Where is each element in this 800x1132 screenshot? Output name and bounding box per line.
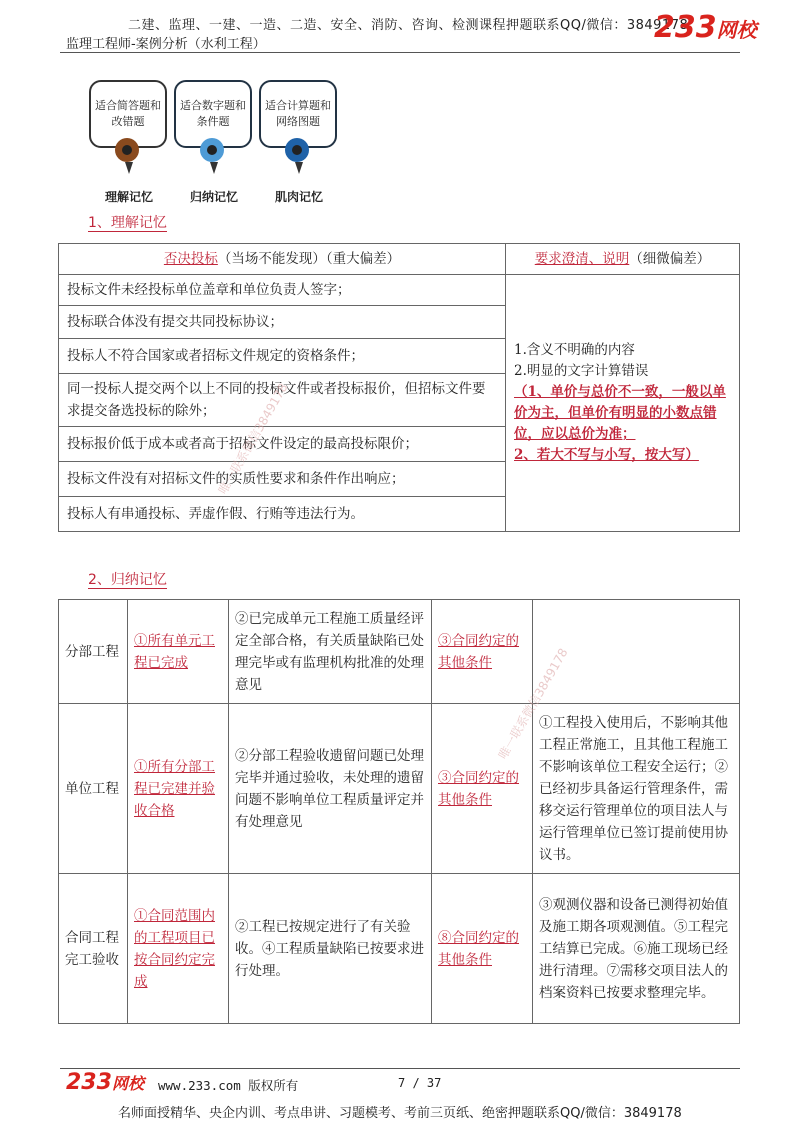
table-row: [59, 275, 740, 306]
section-title-understanding: 1、理解记忆: [88, 215, 167, 231]
pin-tail: [295, 162, 303, 174]
document-subtitle: 监理工程师-案例分析（水利工程）: [66, 37, 266, 52]
rejection-item: 投标报价低于成本或者高于招标文件设定的最高投标限价；: [59, 427, 506, 462]
pin-label: 归纳记忆: [189, 190, 238, 204]
table-row: [59, 874, 740, 1024]
condition-3: ③合同约定的其他条件: [432, 600, 533, 704]
watermark: 唯一联系微信3849178: [495, 645, 571, 762]
condition-1: ①所有分部工程已完建并验收合格: [128, 704, 229, 874]
rejection-item: 投标文件未经投标单位盖章和单位负责人签字；: [59, 275, 506, 306]
condition-3: ③合同约定的其他条件: [432, 704, 533, 874]
clarification-note-1: （1、单价与总价不一致，一般以单价为主，但单价有明显的小数点错位，应以总价为准；: [514, 384, 726, 442]
pin-label: 肌肉记忆: [274, 190, 323, 204]
bid-rejection-table: [58, 243, 740, 532]
pin-tail: [210, 162, 218, 174]
footer-logo[interactable]: [66, 1070, 144, 1095]
footer-contact-line: 名师面授精华、央企内训、考点串讲、习题模考、考前三页纸、绝密押题联系QQ/微信：3849178: [118, 1106, 682, 1121]
header-rejection-rest: （当场不能发现）（重大偏差）: [217, 251, 401, 267]
condition-2: ②分部工程验收遗留问题已处理完毕并通过验收，未处理的遗留问题不影响单位工程质量评定并有处理意见: [229, 704, 432, 874]
table-row: [59, 600, 740, 704]
header-clarification-rest: （细微偏差）: [629, 251, 711, 267]
rejection-item: 投标文件没有对招标文件的实质性要求和条件作出响应；: [59, 462, 506, 497]
page-number: 7 / 37: [398, 1076, 442, 1090]
row-name: 单位工程: [59, 704, 128, 874]
clarification-link[interactable]: 要求澄清、说明: [534, 251, 630, 267]
logo-suffix: 网校: [716, 18, 757, 42]
condition-1: ①合同范围内的工程项目已按合同约定完成: [128, 874, 229, 1024]
pin-tail: [125, 162, 133, 174]
watermark: 唯一联系微信3849178: [215, 380, 291, 497]
rejection-item: 同一投标人提交两个以上不同的投标文件或者投标报价，但招标文件要求提交备选投标的除外；: [59, 374, 506, 427]
memory-pins-graphic: [85, 80, 355, 210]
clarification-cell: [506, 275, 740, 532]
footer-logo-text: 233: [66, 1070, 112, 1095]
clarification-line-1: 1.含义不明确的内容: [514, 342, 635, 358]
clarification-line-2: 2.明显的文字计算错误: [514, 363, 649, 379]
location-pin-icon: [200, 138, 224, 162]
pin-understanding: [89, 80, 167, 204]
pin-bubble: 适合计算题和网络图题: [259, 80, 337, 148]
pin-bubble: 适合数字题和条件题: [174, 80, 252, 148]
acceptance-table: [58, 599, 740, 1024]
condition-1: ①所有单元工程已完成: [128, 600, 229, 704]
header-clarification: [506, 244, 740, 275]
logo-text: 233: [654, 10, 717, 45]
header-divider: [60, 52, 740, 53]
condition-3: ⑧合同约定的其他条件: [432, 874, 533, 1024]
footer-divider: [60, 1068, 740, 1069]
row-name: 合同工程完工验收: [59, 874, 128, 1024]
row-name: 分部工程: [59, 600, 128, 704]
condition-2: ②已完成单元工程施工质量经评定全部合格，有关质量缺陷已处理完毕或有监理机构批准的处理意见: [229, 600, 432, 704]
pin-label: 理解记忆: [104, 190, 153, 204]
header-contact-line: 二建、监理、一建、一造、二造、安全、消防、咨询、检测课程押题联系QQ/微信：3849178: [128, 18, 689, 33]
pin-bubble: 适合简答题和改错题: [89, 80, 167, 148]
rejection-item: 投标人不符合国家或者招标文件规定的资格条件；: [59, 339, 506, 374]
rejection-item: 投标人有串通投标、弄虚作假、行贿等违法行为。: [59, 497, 506, 532]
table-row: [59, 704, 740, 874]
condition-4: ③观测仪器和设备已测得初始值及施工期各项观测值。⑤工程完工结算已完成。⑥施工现场已经进行清理。⑦需移交项目法人的档案资料已按要求整理完毕。: [533, 874, 740, 1024]
pin-muscle: [259, 80, 337, 204]
clarification-note-2: 2、若大不写与小写，按大写）: [514, 447, 699, 463]
brand-logo[interactable]: [654, 10, 757, 45]
condition-2: ②工程已按规定进行了有关验收。④工程质量缺陷已按要求进行处理。: [229, 874, 432, 1024]
condition-4: ①工程投入使用后，不影响其他工程正常施工，且其他工程施工不影响该单位工程安全运行；②已经初步具备运行管理条件，需移交运行管理单位的项目法人与运行管理单位已签订提前使用协议书。: [533, 704, 740, 874]
location-pin-icon: [115, 138, 139, 162]
header-rejection: [59, 244, 506, 275]
section-title-induction: 2、归纳记忆: [88, 572, 167, 588]
rejection-link[interactable]: 否决投标: [163, 251, 218, 267]
table-header-row: [59, 244, 740, 275]
rejection-item: 投标联合体没有提交共同投标协议；: [59, 306, 506, 339]
location-pin-icon: [285, 138, 309, 162]
footer-logo-suffix: 网校: [111, 1074, 144, 1093]
pin-induction: [174, 80, 252, 204]
footer-copyright: www.233.com 版权所有: [158, 1078, 299, 1093]
